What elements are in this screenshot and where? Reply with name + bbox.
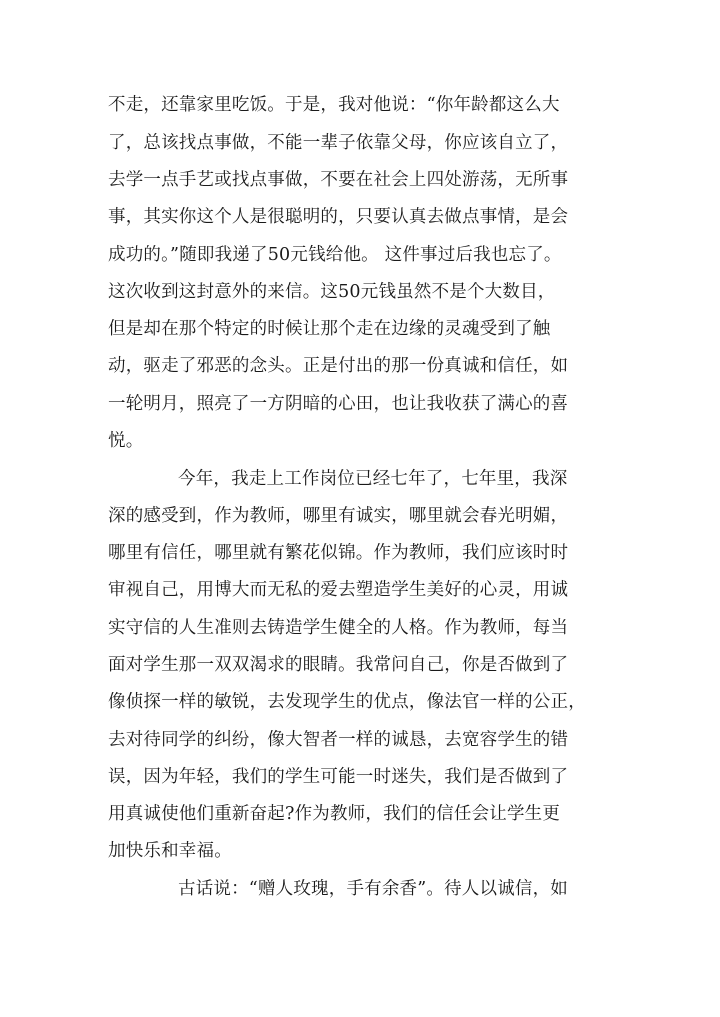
paragraph-line: 审视自己，用博大而无私的爱去塑造学生美好的心灵，用诚 <box>108 580 569 600</box>
paragraph-line: 加快乐和幸福。 <box>108 841 232 861</box>
paragraph-line: 用真诚使他们重新奋起?作为教师，我们的信任会让学生更 <box>108 804 561 824</box>
paragraph-line: 悦。 <box>108 431 144 451</box>
paragraph-line: 了，总该找点事做，不能一辈子依靠父母，你应该自立了， <box>108 133 569 153</box>
paragraph-line: 成功的。”随即我递了50元钱给他。 这件事过后我也忘了。 <box>108 245 562 265</box>
paragraph-line: 误，因为年轻，我们的学生可能一时迷失，我们是否做到了 <box>108 767 569 787</box>
paragraph-line: 但是却在那个特定的时候让那个走在边缘的灵魂受到了触 <box>108 319 551 339</box>
paragraph-line: 不走，还靠家里吃饭。于是，我对他说：“你年龄都这么大 <box>108 95 560 115</box>
paragraph-line: 去学一点手艺或找点事做，不要在社会上四处游荡，无所事 <box>108 170 569 190</box>
paragraph-line: 一轮明月，照亮了一方阴暗的心田，也让我收获了满心的喜 <box>108 394 569 414</box>
paragraph-line: 这次收到这封意外的来信。这50元钱虽然不是个大数目， <box>108 282 556 302</box>
paragraph-line: 实守信的人生准则去铸造学生健全的人格。作为教师，每当 <box>108 618 569 638</box>
paragraph-line: 哪里有信任，哪里就有繁花似锦。作为教师，我们应该时时 <box>108 543 569 563</box>
paragraph-line: 像侦探一样的敏锐，去发现学生的优点，像法官一样的公正， <box>108 692 586 712</box>
paragraph-line: 古话说：“赠人玫瑰，手有余香”。待人以诚信，如 <box>178 879 568 899</box>
paragraph-line: 面对学生那一双双渴求的眼睛。我常问自己，你是否做到了 <box>108 655 569 675</box>
paragraph-line: 今年，我走上工作岗位已经七年了，七年里，我深 <box>178 469 568 489</box>
paragraph-line: 动，驱走了邪恶的念头。正是付出的那一份真诚和信任，如 <box>108 356 569 376</box>
paragraph-line: 去对待同学的纠纷，像大智者一样的诚恳，去宽容学生的错 <box>108 730 569 750</box>
paragraph-line: 事，其实你这个人是很聪明的，只要认真去做点事情，是会 <box>108 207 569 227</box>
paragraph-line: 深的感受到，作为教师，哪里有诚实，哪里就会春光明媚， <box>108 506 569 526</box>
